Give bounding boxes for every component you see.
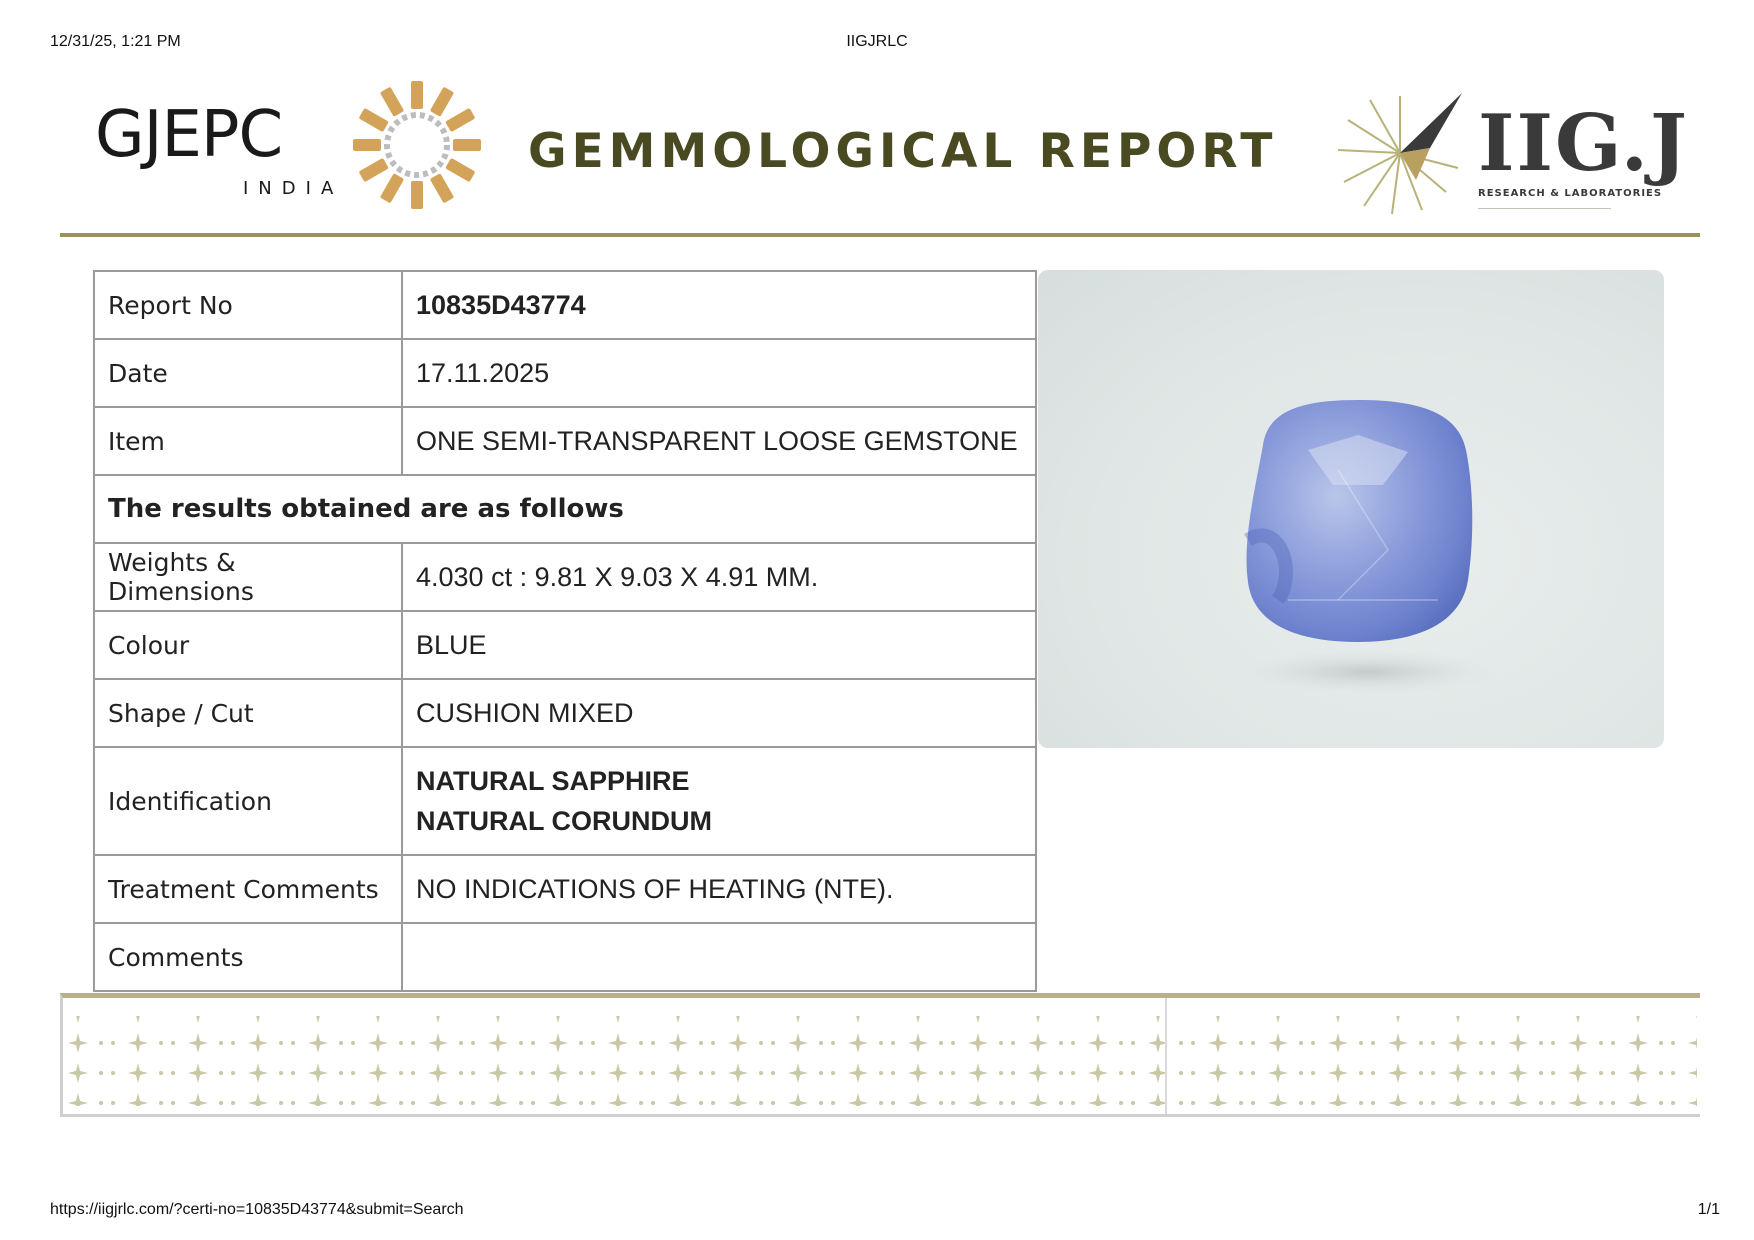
table-row-shape [94,679,1036,747]
item-value: ONE SEMI-TRANSPARENT LOOSE GEMSTONE [402,407,1036,475]
gjepc-logo-text: GJEPC [95,98,283,172]
table-row-treatment [94,855,1036,923]
treatment-label: Treatment Comments [94,855,402,923]
comments-value [402,923,1036,991]
iigj-starburst-icon [1330,88,1470,218]
gjepc-logo-subtext: INDIA [243,178,344,199]
print-datetime: 12/31/25, 1:21 PM [50,33,181,50]
identification-label: Identification [94,747,402,855]
results-heading: The results obtained are as follows [94,475,1036,543]
table-row-item [94,407,1036,475]
treatment-value: NO INDICATIONS OF HEATING (NTE). [402,855,1036,923]
colour-label: Colour [94,611,402,679]
table-row-date [94,339,1036,407]
weights-value: 4.030 ct : 9.81 X 9.03 X 4.91 MM. [402,543,1036,611]
report-no-value: 10835D43774 [402,271,1036,339]
table-row-report-no [94,271,1036,339]
comments-label: Comments [94,923,402,991]
iigj-logo-text: IIG.J [1478,98,1689,189]
sapphire-gem-icon [1038,270,1664,748]
identification-line-1: NATURAL SAPPHIRE [416,766,690,796]
identification-line-2: NATURAL CORUNDUM [416,806,712,836]
weights-label: Weights & Dimensions [94,543,402,611]
table-row-identification [94,747,1036,855]
table-row-weights [94,543,1036,611]
gem-photo [1038,270,1664,748]
report-no-label: Report No [94,271,402,339]
table-row-comments [94,923,1036,991]
shape-label: Shape / Cut [94,679,402,747]
gjepc-sun-icon [350,78,484,212]
report-table [93,270,1037,992]
table-row-results-heading [94,475,1036,543]
item-label: Item [94,407,402,475]
print-page-number: 1/1 [1697,1201,1720,1218]
table-row-colour [94,611,1036,679]
shape-value: CUSHION MIXED [402,679,1036,747]
header-divider [60,233,1700,237]
print-page-title: IIGJRLC [846,33,908,50]
decorative-star-band [60,993,1700,1117]
date-label: Date [94,339,402,407]
date-value: 17.11.2025 [402,339,1036,407]
print-url: https://iigjrlc.com/?certi-no=10835D43774&submit=Search [50,1201,464,1218]
report-title: GEMMOLOGICAL REPORT [528,124,1278,179]
colour-value: BLUE [402,611,1036,679]
sparkle-pattern-icon [63,998,1697,1114]
iigj-logo [1330,78,1689,223]
iigj-logo-tagline: ——————————————————— [1478,205,1611,212]
gjepc-logo [95,78,495,208]
iigj-logo-subtext: RESEARCH & LABORATORIES [1478,188,1663,199]
identification-value [402,747,1036,855]
